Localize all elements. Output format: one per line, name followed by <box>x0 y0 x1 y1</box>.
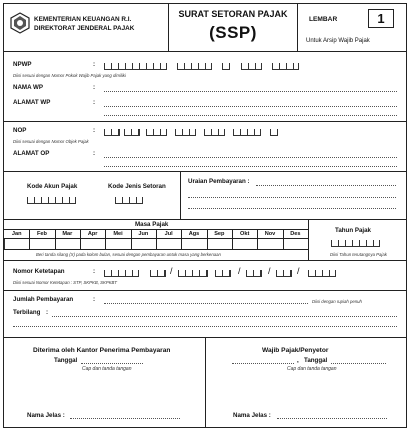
payer-tanggal-field[interactable] <box>331 363 386 364</box>
month-separator <box>29 229 30 249</box>
rp-hint: Diisi dengan rupiah penuh <box>312 299 362 304</box>
ketetapan-field-2[interactable] <box>150 270 166 277</box>
nop-field-1[interactable] <box>104 129 120 136</box>
ketetapan-field-6[interactable] <box>276 270 292 277</box>
tahun-pajak-label: Tahun Pajak <box>335 227 371 234</box>
month-checkbox-apr[interactable] <box>80 239 105 249</box>
jumlah-pembayaran-label: Jumlah Pembayaran <box>13 296 74 303</box>
npwp-field-4[interactable] <box>241 63 262 70</box>
uraian-divider <box>180 171 181 219</box>
month-separator <box>232 229 233 249</box>
ministry-name: KEMENTERIAN KEUANGAN R.I. <box>34 16 132 23</box>
uraian-label: Uraian Pembayaran : <box>188 178 250 185</box>
taxpayer-bottom-line <box>4 121 406 122</box>
month-label-nov: Nov <box>264 231 276 237</box>
ketetapan-slash-3: / <box>268 266 271 276</box>
nop-label: NOP <box>13 127 27 134</box>
month-grid-bottom <box>4 249 308 250</box>
ketetapan-field-5[interactable] <box>246 270 262 277</box>
payer-place-field[interactable] <box>232 363 294 364</box>
month-separator <box>283 229 284 249</box>
kode-akun-field[interactable] <box>27 197 76 204</box>
npwp-colon: : <box>93 61 96 68</box>
sheet-number: 1 <box>377 11 385 26</box>
sheet-label: LEMBAR <box>309 16 338 23</box>
month-separator <box>181 229 182 249</box>
month-grid-mid <box>4 238 308 239</box>
payer-comma: , <box>297 357 299 364</box>
codes-bottom-line <box>4 219 406 220</box>
alamat-wp-colon: : <box>93 99 96 106</box>
receiver-name-label: Nama Jelas : <box>27 412 65 419</box>
ketetapan-field-7[interactable] <box>308 270 336 277</box>
month-checkbox-jan[interactable] <box>4 239 29 249</box>
month-checkbox-des[interactable] <box>283 239 308 249</box>
nop-colon: : <box>93 127 96 134</box>
nama-wp-label: NAMA WP <box>13 84 44 91</box>
month-label-mar: Mar <box>62 231 73 237</box>
nop-field-5[interactable] <box>204 129 225 136</box>
month-separator <box>207 229 208 249</box>
alamat-wp-field-2[interactable] <box>104 115 397 116</box>
month-checkbox-okt[interactable] <box>232 239 257 249</box>
object-bottom-line <box>4 171 406 172</box>
jumlah-colon: : <box>93 296 96 303</box>
nop-field-7[interactable] <box>270 129 278 136</box>
month-checkbox-nov[interactable] <box>257 239 282 249</box>
npwp-label: NPWP <box>13 61 32 68</box>
ketetapan-field-1[interactable] <box>104 270 139 277</box>
uraian-field-1[interactable] <box>256 185 396 186</box>
payer-stamp-note: Cap dan tanda tangan <box>287 366 337 372</box>
month-label-apr: Apr <box>87 231 98 237</box>
month-separator <box>156 229 157 249</box>
month-separator <box>80 229 81 249</box>
tahun-field[interactable] <box>331 240 380 247</box>
ketetapan-slash-4: / <box>297 266 300 276</box>
receiver-title: Diterima oleh Kantor Penerima Pembayaran <box>33 347 171 354</box>
header-bottom-line <box>4 51 406 52</box>
npwp-field-5[interactable] <box>272 63 299 70</box>
ketetapan-hint: Diisi sesuai Nomor Ketetapan : STP, SKPKB, SKPKBT <box>13 280 118 285</box>
month-checkbox-ags[interactable] <box>181 239 206 249</box>
directorate-name: DIREKTORAT JENDERAL PAJAK <box>34 25 135 32</box>
ketetapan-slash-2: / <box>238 266 241 276</box>
month-checkbox-jun[interactable] <box>131 239 156 249</box>
npwp-field-2[interactable] <box>177 63 212 70</box>
npwp-hint: Diisi sesuai dengan Nomor Pokok Wajib Pajak yang dimiliki <box>13 73 126 78</box>
month-label-feb: Feb <box>37 231 47 237</box>
month-separator <box>105 229 106 249</box>
signature-divider <box>205 337 206 427</box>
tahun-divider <box>308 219 309 260</box>
month-checkbox-mar[interactable] <box>55 239 80 249</box>
alamat-op-label: ALAMAT OP <box>13 150 50 157</box>
ketetapan-field-3[interactable] <box>178 270 208 277</box>
receiver-stamp-note: Cap dan tanda tangan <box>82 366 132 372</box>
nop-field-3[interactable] <box>146 129 167 136</box>
month-label-okt: Okt <box>240 231 250 237</box>
header-divider-2 <box>297 4 298 51</box>
kode-jenis-label: Kode Jenis Setoran <box>108 183 166 190</box>
nop-hint: Diisi sesuai dengan Nomor Objek Pajak <box>13 139 89 144</box>
alamat-wp-field-1[interactable] <box>104 106 397 107</box>
receiver-tanggal-label: Tanggal <box>54 357 78 364</box>
terbilang-field-2[interactable] <box>13 326 397 327</box>
npwp-field-3[interactable] <box>222 63 230 70</box>
month-label-ags: Ags <box>188 231 200 237</box>
month-label-mei: Mei <box>113 231 123 237</box>
jumlah-field[interactable] <box>104 303 308 304</box>
payer-title: Wajib Pajak/Penyetor <box>262 347 329 354</box>
ketetapan-bottom-line <box>4 290 406 291</box>
sheet-number-box <box>368 9 394 28</box>
masa-hint: Beri tanda silang (X) pada kolom bulan, sesuai dengan pembayaran untuk masa yang berkenaan <box>36 252 221 257</box>
tahun-hint: Diisi Tahun terutangnya Pajak <box>330 252 387 257</box>
terbilang-field-1[interactable] <box>52 316 397 317</box>
alamat-op-field-1[interactable] <box>104 157 397 158</box>
payer-name-field[interactable] <box>277 418 387 419</box>
month-label-jun: Jun <box>138 231 149 237</box>
nop-field-6[interactable] <box>233 129 261 136</box>
alamat-wp-label: ALAMAT WP <box>13 99 51 106</box>
terbilang-colon: : <box>46 309 49 316</box>
receiver-tanggal-field[interactable] <box>81 363 143 364</box>
payer-tanggal-label: Tanggal <box>304 357 328 364</box>
month-label-jan: Jan <box>11 231 22 237</box>
kode-jenis-field[interactable] <box>115 197 143 204</box>
month-checkbox-mei[interactable] <box>105 239 130 249</box>
sheet-note: Untuk Arsip Wajib Pajak <box>306 38 370 44</box>
garuda-emblem <box>9 12 31 34</box>
nama-wp-field[interactable] <box>104 91 397 92</box>
masa-pajak-label: Masa Pajak <box>135 221 169 228</box>
receiver-name-field[interactable] <box>70 418 180 419</box>
month-label-sep: Sep <box>214 231 225 237</box>
ketetapan-colon: : <box>93 268 96 275</box>
form-title: SURAT SETORAN PAJAK <box>178 9 288 19</box>
month-checkbox-sep[interactable] <box>207 239 232 249</box>
month-label-des: Des <box>290 231 301 237</box>
month-separator <box>257 229 258 249</box>
payer-name-label: Nama Jelas : <box>233 412 271 419</box>
ketetapan-slash-1: / <box>170 266 173 276</box>
ketetapan-field-4[interactable] <box>215 270 231 277</box>
nomor-ketetapan-label: Nomor Ketetapan <box>13 268 65 275</box>
uraian-field-3[interactable] <box>188 208 396 209</box>
nama-wp-colon: : <box>93 84 96 91</box>
uraian-field-2[interactable] <box>188 197 396 198</box>
month-separator <box>55 229 56 249</box>
nop-field-2[interactable] <box>124 129 140 136</box>
kode-akun-label: Kode Akun Pajak <box>27 183 78 190</box>
npwp-field-1[interactable] <box>104 63 167 70</box>
month-checkbox-jul[interactable] <box>156 239 181 249</box>
period-bottom-line <box>4 260 406 261</box>
month-checkbox-feb[interactable] <box>29 239 54 249</box>
nop-field-4[interactable] <box>175 129 196 136</box>
month-label-jul: Jul <box>164 231 173 237</box>
terbilang-label: Terbilang <box>13 309 41 316</box>
form-code: (SSP) <box>209 23 257 42</box>
month-separator <box>131 229 132 249</box>
alamat-op-field-2[interactable] <box>104 166 397 167</box>
alamat-op-colon: : <box>93 150 96 157</box>
